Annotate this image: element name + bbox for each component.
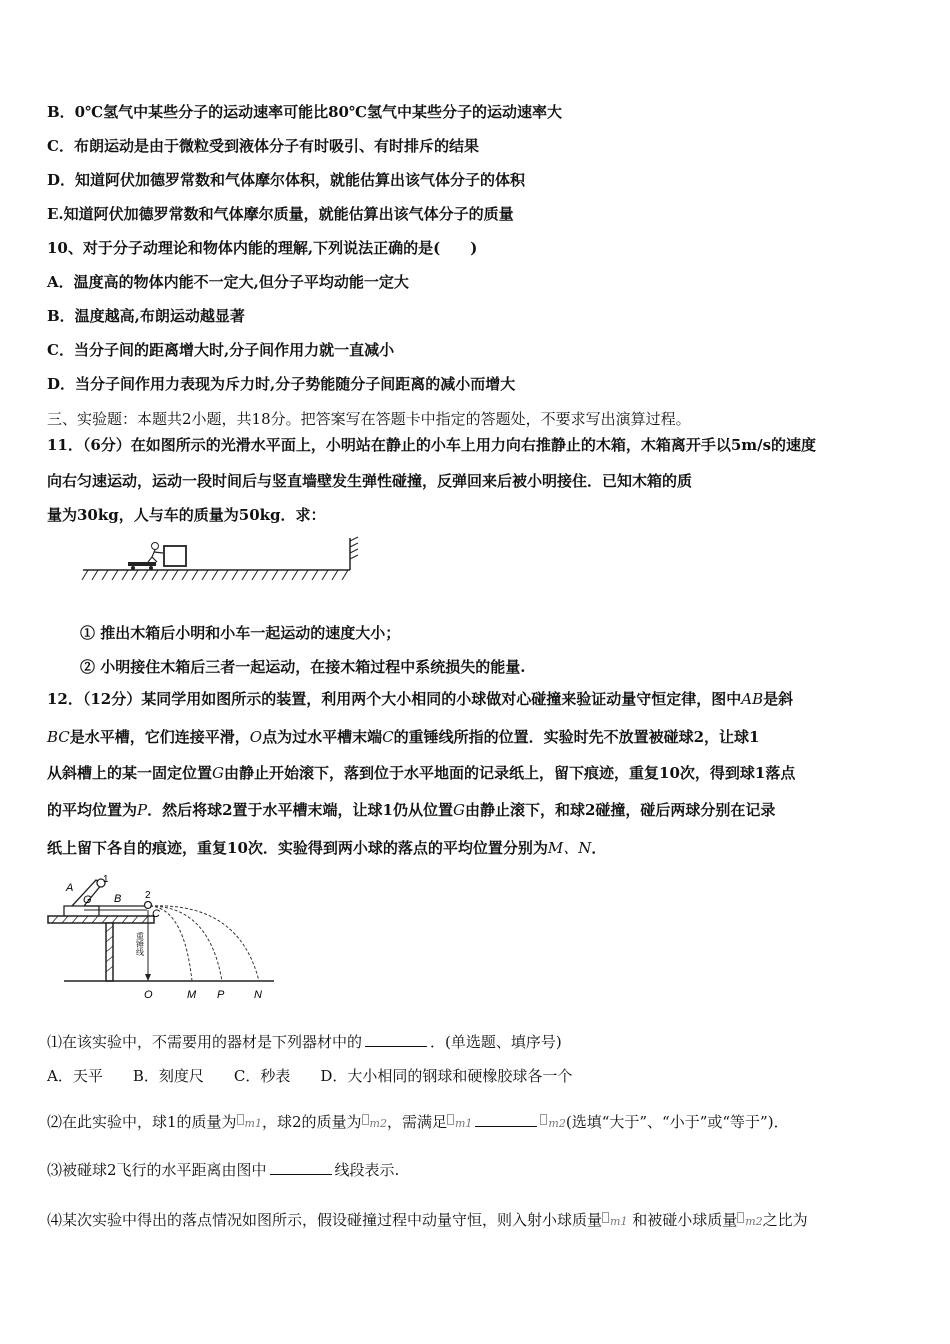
q10-stem: 10、对于分子动理论和物体内能的理解,下列说法正确的是( ) [47, 239, 478, 257]
fig-label-ball2: 2 [145, 890, 151, 901]
q12-line2: BC是水平槽，它们连接平滑，O点为过水平槽末端C的重锤线所指的位置．实验时先不放置被碰球2，让球1 [47, 728, 760, 746]
q12-line3: 从斜槽上的某一固定位置G由静止开始滚下，落到位于水平地面的记录纸上，留下痕迹，重复10次，得到球1落点 [47, 764, 796, 782]
q9-option-e: E.知道阿伏加德罗常数和气体摩尔质量，就能估算出该气体分子的质量 [47, 205, 514, 223]
q12-part3: ⑶被碰球2飞行的水平距离由图中 线段表示. [47, 1161, 400, 1179]
q12-line1: 12．（12分）某同学用如图所示的装置，利用两个大小相同的小球做对心碰撞来验证动量守恒定律，图中AB是斜 [47, 690, 794, 708]
section-heading: 三、实验题：本题共2小题，共18分。把答案写在答题卡中指定的答题处，不要求写出演算过程。 [47, 410, 691, 428]
fig-label-plumb: 重锤线 [135, 932, 145, 956]
fig-label-ball1: 1 [103, 874, 109, 885]
answer-blank[interactable] [475, 1112, 537, 1127]
q9-option-c: C．布朗运动是由于微粒受到液体分子有时吸引、有时排斥的结果 [47, 137, 479, 155]
fig-label-m: M [187, 989, 197, 1001]
fig-label-g: G [83, 894, 92, 906]
q10-option-a: A．温度高的物体内能不一定大,但分子平均动能一定大 [47, 273, 409, 291]
q10-option-d: D．当分子间作用力表现为斥力时,分子势能随分子间距离的减小而增大 [47, 375, 516, 393]
q12-figure [44, 870, 284, 1005]
fig-label-o: O [144, 989, 153, 1001]
q12-part1: ⑴在该实验中，不需要用的器材是下列器材中的 ．(单选题、填序号) [47, 1033, 562, 1051]
q11-sub2: ② 小明接住木箱后三者一起运动，在接木箱过程中系统损失的能量. [80, 658, 526, 676]
q12-line4: 的平均位置为P．然后将球2置于水平槽末端，让球1仍从位置G由静止滚下，和球2碰撞，碰后两球分别在记录 [47, 801, 776, 819]
answer-blank[interactable] [270, 1160, 332, 1175]
fig-label-c: C [152, 908, 160, 920]
fig-label-n: N [254, 989, 262, 1001]
q11-line2: 向右匀速运动，运动一段时间后与竖直墙壁发生弹性碰撞，反弹回来后被小明接住．已知木箱的质 [47, 472, 693, 490]
fig-label-a: A [66, 882, 74, 894]
q12-part2: ⑵在此实验中，球1的质量为 m1，球2的质量为 m2，需满足 m1 m2(选填“大于”、“小于”或“等于”)． [47, 1113, 789, 1131]
fig-label-p: P [217, 989, 225, 1001]
q9-option-d: D．知道阿伏加德罗常数和气体摩尔体积，就能估算出该气体分子的体积 [47, 171, 526, 189]
q11-sub1: ① 推出木箱后小明和小车一起运动的速度大小； [80, 624, 401, 642]
q12-line5: 纸上留下各自的痕迹，重复10次．实验得到两小球的落点的平均位置分别为M、N． [47, 839, 607, 857]
q10-option-c: C．当分子间的距离增大时,分子间作用力就一直减小 [47, 341, 395, 359]
answer-blank[interactable] [365, 1032, 427, 1047]
q12-part1-options: A．天平 B．刻度尺 C．秒表 D．大小相同的钢球和硬橡胶球各一个 [47, 1067, 573, 1085]
fig-label-b: B [114, 893, 122, 905]
q9-option-b: B．0℃氢气中某些分子的运动速率可能比80℃氢气中某些分子的运动速率大 [47, 103, 562, 121]
q11-figure [78, 535, 368, 585]
q10-option-b: B．温度越高,布朗运动越显著 [47, 307, 245, 325]
q11-line1: 11．（6分）在如图所示的光滑水平面上，小明站在静止的小车上用力向右推静止的木箱，木箱离开手以5m/s的速度 [47, 436, 817, 454]
q11-line3: 量为30kg，人与车的质量为50kg．求： [47, 506, 326, 524]
q12-part4: ⑷某次实验中得出的落点情况如图所示，假设碰撞过程中动量守恒，则入射小球质量 m1 和被碰小球质量 m2之比为 [47, 1211, 808, 1229]
